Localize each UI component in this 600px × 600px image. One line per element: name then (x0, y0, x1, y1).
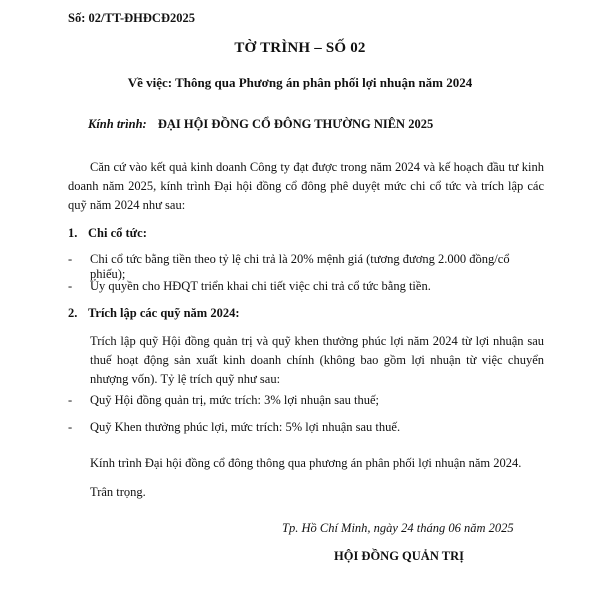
document-number: Số: 02/TT-ĐHĐCĐ2025 (68, 11, 195, 25)
section-2-title: Trích lập các quỹ năm 2024: (88, 306, 240, 320)
section-1-title: Chi cổ tức: (88, 226, 147, 240)
bullet-dash: - (68, 393, 73, 407)
bullet-dash: - (68, 252, 73, 266)
bullet-text: Chi cổ tức bằng tiền theo tỷ lệ chi trả là 20% mệnh giá (tương đương 2.000 đồng/cổ phiếu); (90, 252, 510, 281)
recipient-name: ĐẠI HỘI ĐỒNG CỔ ĐÔNG THƯỜNG NIÊN 2025 (157, 117, 434, 131)
intro-paragraph: Căn cứ vào kết quả kinh doanh Công ty đạt được trong năm 2024 và kế hoạch đầu tư kinh doanh năm 2025, kính trình Đại hội đồng cổ đông phê duyệt mức chi cổ tức và trích lập các quỹ năm 2024 như sau: (68, 160, 544, 212)
bullet-text: Quỹ Khen thưởng phúc lợi, mức trích: 5% lợi nhuận sau thuế. (90, 420, 401, 434)
regards-text: Trân trọng. (90, 485, 146, 499)
section-2-number: 2. (68, 306, 78, 320)
document-subject: Về việc: Thông qua Phương án phân phối lợi nhuận năm 2024 (127, 75, 473, 90)
place-date: Tp. Hồ Chí Minh, ngày 24 tháng 06 năm 2025 (282, 521, 514, 535)
bullet-dash: - (68, 420, 73, 434)
document-title: TỜ TRÌNH – SỐ 02 (234, 40, 366, 56)
bullet-text: Quỹ Hội đồng quản trị, mức trích: 3% lợi nhuận sau thuế; (90, 393, 380, 407)
section-1-heading (68, 226, 147, 241)
section-2-paragraph: Trích lập quỹ Hội đồng quản trị và quỹ khen thưởng phúc lợi năm 2024 từ lợi nhuận sau thuế hoạt động sản xuất kinh doanh chính (không bao gồm lợi nhuận từ việc chuyển nhượng vốn). Tỷ lệ trích quỹ như sau: (90, 334, 544, 386)
section-1-number: 1. (68, 226, 78, 240)
bullet-text: Ủy quyền cho HĐQT triển khai chi tiết việc chi trả cổ tức bằng tiền. (90, 279, 431, 293)
recipient-label: Kính trình: (88, 117, 147, 131)
section-2-heading (68, 306, 240, 321)
bullet-dash: - (68, 279, 73, 293)
signer-title: HỘI ĐỒNG QUẢN TRỊ (334, 549, 464, 563)
recipient-line (88, 117, 433, 132)
closing-paragraph: Kính trình Đại hội đồng cổ đông thông qua phương án phân phối lợi nhuận năm 2024. (90, 456, 522, 470)
